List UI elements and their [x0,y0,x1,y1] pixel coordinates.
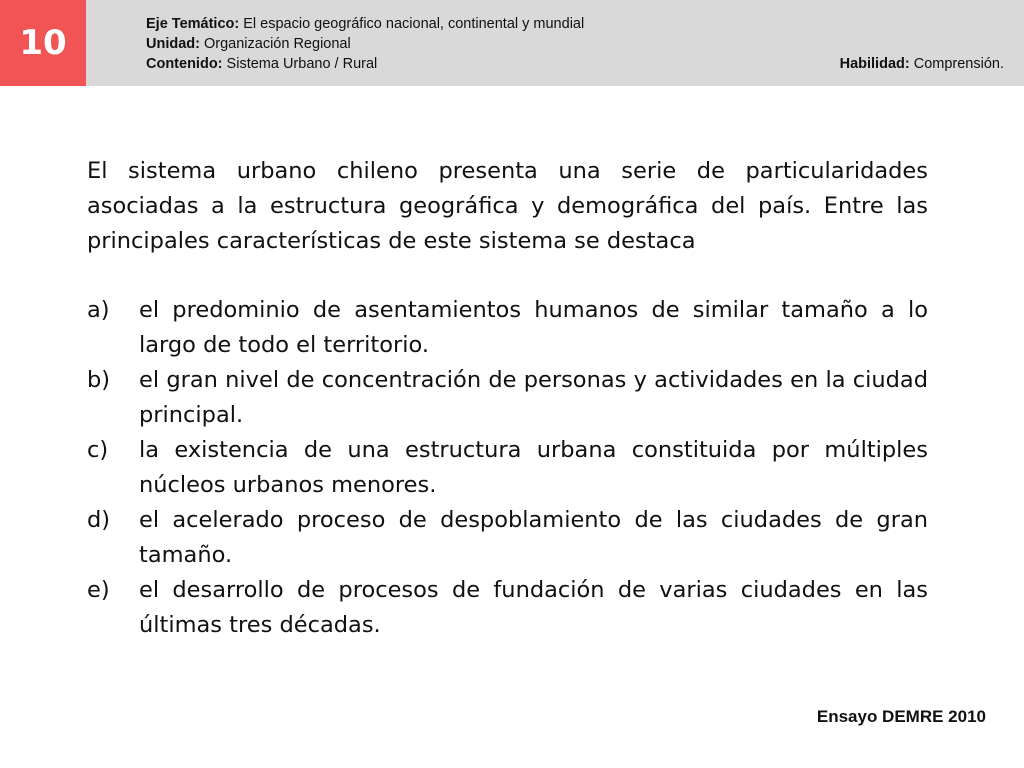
option-e [87,573,928,643]
option-letter: c) [87,437,109,463]
unidad-line [146,34,584,54]
question-stem: El sistema urbano chileno presenta una serie de particularidades asociadas a la estructura geográfica y demográfica del país. Entre las principales características de este sistema se destaca [87,158,928,254]
option-letter: b) [87,367,111,393]
habilidad-label: Habilidad: [839,56,910,72]
metadata-block [146,14,584,74]
answer-options [87,293,928,643]
option-c [87,433,928,503]
option-text: el predominio de asentamientos humanos de similar tamaño a lo largo de todo el territorio. [139,297,928,358]
option-a [87,293,928,363]
source-footer: Ensayo DEMRE 2010 [816,707,986,726]
eje-value: El espacio geográfico nacional, continental y mundial [243,16,585,32]
habilidad-line [840,54,1004,74]
unidad-value: Organización Regional [204,36,351,52]
contenido-label: Contenido: [146,56,223,72]
option-text: la existencia de una estructura urbana constituida por múltiples núcleos urbanos menores. [139,437,928,498]
option-text: el desarrollo de procesos de fundación de varias ciudades en las últimas tres décadas. [139,577,928,638]
option-text: el gran nivel de concentración de personas y actividades en la ciudad principal. [139,367,928,428]
unidad-label: Unidad: [146,36,200,52]
contenido-value: Sistema Urbano / Rural [226,56,378,72]
eje-tematico-line [146,14,584,34]
option-b [87,363,928,433]
option-letter: d) [87,507,111,533]
option-text: el acelerado proceso de despoblamiento de las ciudades de gran tamaño. [139,507,928,568]
option-d [87,503,928,573]
option-letter: a) [87,297,110,323]
question-number: 10 [0,0,86,86]
habilidad-value: Comprensión. [913,56,1004,72]
option-letter: e) [87,577,110,603]
eje-label: Eje Temático: [146,16,240,32]
header-bar [0,0,1024,86]
question-content [87,154,928,643]
contenido-line [146,54,584,74]
